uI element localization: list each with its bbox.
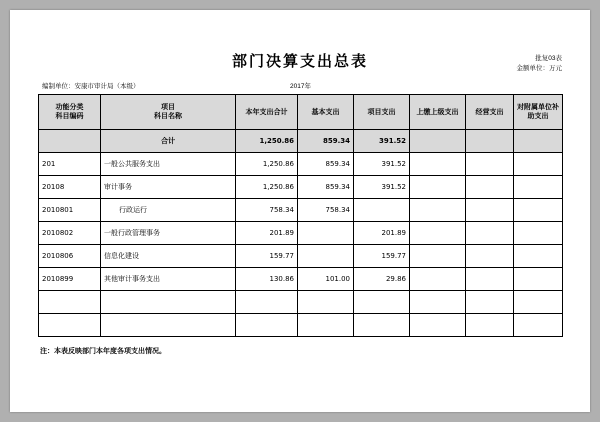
table-header-row xyxy=(39,95,563,130)
cell-operating xyxy=(466,245,514,268)
cell-project: 201.89 xyxy=(354,222,410,245)
cell-name: 行政运行 xyxy=(101,199,236,222)
column-header-basic: 基本支出 xyxy=(298,95,354,130)
compiling-unit-label: 编制单位：安康市审计局（本级） xyxy=(42,83,140,90)
cell-basic xyxy=(298,314,354,337)
cell-name: 合计 xyxy=(101,130,236,153)
column-header-code xyxy=(39,95,101,130)
table-row xyxy=(39,130,563,153)
document-page xyxy=(10,10,590,412)
report-meta-row xyxy=(38,81,562,91)
cell-project: 391.52 xyxy=(354,130,410,153)
cell-code: 20108 xyxy=(39,176,101,199)
table-row xyxy=(39,291,563,314)
cell-project xyxy=(354,314,410,337)
cell-upper xyxy=(410,245,466,268)
cell-code: 2010899 xyxy=(39,268,101,291)
column-header-subsidy xyxy=(514,95,563,130)
cell-total: 758.34 xyxy=(236,199,298,222)
table-row xyxy=(39,153,563,176)
amount-unit-label: 金额单位：万元 xyxy=(516,64,562,72)
cell-operating xyxy=(466,314,514,337)
cell-subsidy xyxy=(514,268,563,291)
cell-upper xyxy=(410,153,466,176)
batch-label: 批复03表 xyxy=(535,55,562,62)
table-row xyxy=(39,176,563,199)
table-row xyxy=(39,199,563,222)
cell-project: 391.52 xyxy=(354,176,410,199)
cell-basic: 758.34 xyxy=(298,199,354,222)
column-header-name-line1: 项目 xyxy=(161,103,175,112)
cell-name: 一般行政管理事务 xyxy=(101,222,236,245)
column-header-name xyxy=(101,95,236,130)
cell-code xyxy=(39,291,101,314)
expenditure-table xyxy=(38,94,563,337)
cell-code: 2010802 xyxy=(39,222,101,245)
cell-name: 信息化建设 xyxy=(101,245,236,268)
cell-operating xyxy=(466,222,514,245)
cell-project: 29.86 xyxy=(354,268,410,291)
cell-total: 1,250.86 xyxy=(236,153,298,176)
cell-project xyxy=(354,199,410,222)
cell-basic xyxy=(298,245,354,268)
cell-upper xyxy=(410,176,466,199)
cell-name xyxy=(101,291,236,314)
cell-total: 159.77 xyxy=(236,245,298,268)
cell-upper xyxy=(410,314,466,337)
report-sheet xyxy=(38,32,562,356)
table-row xyxy=(39,268,563,291)
table-row xyxy=(39,222,563,245)
cell-name: 一般公共服务支出 xyxy=(101,153,236,176)
cell-basic: 859.34 xyxy=(298,153,354,176)
column-header-code-line2: 科目编码 xyxy=(55,112,84,120)
cell-subsidy xyxy=(514,245,563,268)
page-title: 部门决算支出总表 xyxy=(231,52,368,70)
cell-upper xyxy=(410,199,466,222)
cell-subsidy xyxy=(514,199,563,222)
cell-upper xyxy=(410,291,466,314)
column-header-total: 本年支出合计 xyxy=(236,95,298,130)
column-header-operating: 经营支出 xyxy=(466,95,514,130)
cell-total: 1,250.86 xyxy=(236,130,298,153)
column-header-upper: 上缴上级支出 xyxy=(410,95,466,130)
cell-operating xyxy=(466,130,514,153)
table-row xyxy=(39,314,563,337)
column-header-project: 项目支出 xyxy=(354,95,410,130)
cell-total xyxy=(236,291,298,314)
cell-code xyxy=(39,314,101,337)
table-row xyxy=(39,245,563,268)
cell-code: 201 xyxy=(39,153,101,176)
cell-operating xyxy=(466,176,514,199)
column-header-subsidy-line1: 对附属单位补 xyxy=(517,103,559,112)
cell-subsidy xyxy=(514,153,563,176)
cell-total: 201.89 xyxy=(236,222,298,245)
cell-name: 其他审计事务支出 xyxy=(101,268,236,291)
column-header-code-line1: 功能分类 xyxy=(55,103,84,112)
cell-code: 2010806 xyxy=(39,245,101,268)
cell-total: 1,250.86 xyxy=(236,176,298,199)
column-header-name-line2: 科目名称 xyxy=(154,112,182,120)
cell-subsidy xyxy=(514,222,563,245)
cell-basic: 101.00 xyxy=(298,268,354,291)
column-header-subsidy-line2: 助支出 xyxy=(527,112,549,120)
cell-operating xyxy=(466,268,514,291)
table-note: 注：本表反映部门本年度各项支出情况。 xyxy=(40,347,166,355)
cell-total xyxy=(236,314,298,337)
cell-operating xyxy=(466,199,514,222)
cell-basic: 859.34 xyxy=(298,176,354,199)
cell-subsidy xyxy=(514,176,563,199)
cell-upper xyxy=(410,130,466,153)
cell-basic xyxy=(298,291,354,314)
cell-project: 391.52 xyxy=(354,153,410,176)
table-body xyxy=(39,130,563,337)
cell-total: 130.86 xyxy=(236,268,298,291)
cell-subsidy xyxy=(514,314,563,337)
cell-basic: 859.34 xyxy=(298,130,354,153)
cell-code xyxy=(39,130,101,153)
cell-operating xyxy=(466,291,514,314)
cell-upper xyxy=(410,222,466,245)
cell-operating xyxy=(466,153,514,176)
report-year-label: 2017年 xyxy=(290,83,311,90)
cell-basic xyxy=(298,222,354,245)
cell-subsidy xyxy=(514,130,563,153)
cell-project: 159.77 xyxy=(354,245,410,268)
cell-upper xyxy=(410,268,466,291)
cell-name xyxy=(101,314,236,337)
report-corner-labels xyxy=(517,54,563,74)
cell-subsidy xyxy=(514,291,563,314)
cell-project xyxy=(354,291,410,314)
cell-name: 审计事务 xyxy=(101,176,236,199)
cell-code: 2010801 xyxy=(39,199,101,222)
